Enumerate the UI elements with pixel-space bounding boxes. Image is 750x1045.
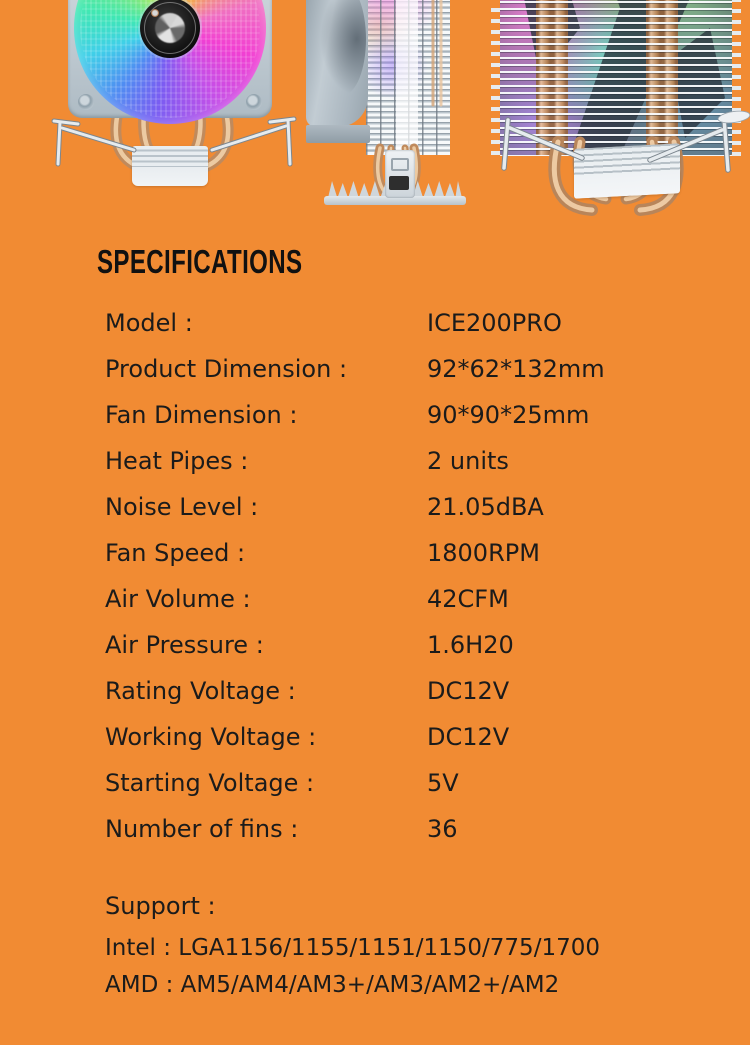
spec-value: 1.6H20 [427,631,514,659]
spec-value: 90*90*25mm [427,401,590,429]
spec-row-model [105,300,705,346]
fan-hub-center-icon [151,9,159,17]
spec-row-fan-speed [105,530,705,576]
fan-hub-logo-icon [155,13,185,43]
spec-row-rating-voltage [105,668,705,714]
spec-label: Working Voltage : [105,723,317,751]
spec-label: Fan Dimension : [105,401,298,429]
spec-label: Air Volume : [105,585,251,613]
cooler-front-view-image [52,0,296,200]
spec-value: ICE200PRO [427,309,562,337]
retention-clip-block [385,150,415,198]
spec-label: Rating Voltage : [105,677,296,705]
screw-hole-icon [78,94,94,110]
spec-value: 2 units [427,447,509,475]
spec-value: DC12V [427,677,510,705]
support-section [105,886,725,1004]
support-intel-line: Intel : LGA1156/1155/1151/1150/775/1700 [105,935,600,961]
cooler-rear-angle-view-image [482,0,750,215]
spec-row-fan-dimension [105,392,705,438]
spec-row-starting-voltage [105,760,705,806]
cooler-side-view-image [300,0,485,205]
spec-value: 42CFM [427,585,509,613]
specifications-title: SPECIFICATIONS [97,243,303,280]
spec-value: 92*62*132mm [427,355,605,383]
support-title: Support : [105,892,216,920]
specifications-table [105,300,705,852]
screw-hole-icon [246,94,262,110]
spec-value: 5V [427,769,459,797]
spec-row-product-dimension [105,346,705,392]
spec-value: DC12V [427,723,510,751]
support-amd-line: AMD : AM5/AM4/AM3+/AM3/AM2+/AM2 [105,972,560,998]
spec-value: 1800RPM [427,539,540,567]
spec-label: Noise Level : [105,493,259,521]
spec-value: 36 [427,815,458,843]
mounting-clips [482,0,750,215]
spec-label: Fan Speed : [105,539,246,567]
spec-row-heat-pipes [105,438,705,484]
spec-label: Product Dimension : [105,355,348,383]
spec-row-working-voltage [105,714,705,760]
fan-hub [140,0,200,58]
spec-label: Number of fins : [105,815,299,843]
spec-row-number-of-fins [105,806,705,852]
spec-row-air-pressure [105,622,705,668]
spec-value: 21.05dBA [427,493,544,521]
spec-label: Air Pressure : [105,631,264,659]
spec-row-noise-level [105,484,705,530]
spec-label: Starting Voltage : [105,769,315,797]
spec-label: Model : [105,309,193,337]
spec-label: Heat Pipes : [105,447,249,475]
spec-row-air-volume [105,576,705,622]
